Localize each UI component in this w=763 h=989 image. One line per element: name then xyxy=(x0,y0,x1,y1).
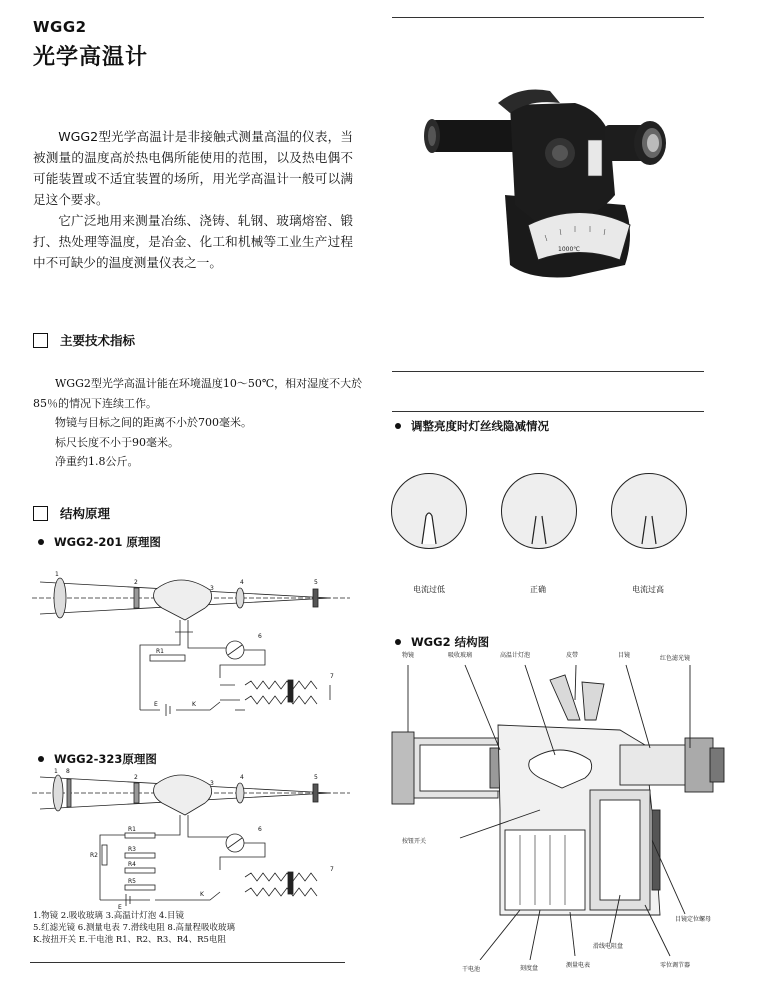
label-3: 3 xyxy=(210,585,214,592)
section-principle-heading: 结构原理 xyxy=(33,504,110,522)
label-k: K xyxy=(192,701,196,708)
diagram-legend xyxy=(33,910,235,946)
label-e: E xyxy=(118,904,122,910)
bullet-icon xyxy=(395,639,401,645)
label-zero-adjust: 零位调节器 xyxy=(660,962,691,969)
intro-text xyxy=(33,126,353,273)
label-r2: R2 xyxy=(90,852,98,859)
divider xyxy=(392,17,704,18)
label-strap: 皮带 xyxy=(566,652,579,659)
label-2: 2 xyxy=(134,579,138,586)
bullet-icon xyxy=(38,756,44,762)
label-1: 1 xyxy=(55,571,59,578)
filament-correct xyxy=(501,473,577,549)
model-code: WGG2 xyxy=(33,18,87,36)
label-3: 3 xyxy=(210,780,214,787)
label-r1: R1 xyxy=(156,648,164,655)
label-lamp: 高温计灯泡 xyxy=(500,652,531,659)
label-1: 1 xyxy=(54,768,58,775)
page-title: 光学高温计 xyxy=(33,45,149,70)
label-r4: R4 xyxy=(128,861,136,868)
intro-paragraph: WGG2型光学高温计是非接触式测量高温的仪表，当被测量的温度高於热电偶所能使用的范围，以及热电偶不可能装置或不适宜装置的场所，用光学高温计一般可以满足这个要求。 xyxy=(33,129,353,207)
label-eyepiece-nut: 目镜定位螺母 xyxy=(675,916,712,923)
checkbox-square-icon xyxy=(33,506,48,521)
caption-low: 电流过低 xyxy=(413,585,445,594)
label-battery: 干电池 xyxy=(462,966,481,973)
divider xyxy=(392,411,704,412)
label-7: 7 xyxy=(330,866,334,873)
label-rheostat-disc: 滑线电阻盘 xyxy=(593,943,624,950)
label-5: 5 xyxy=(314,774,318,781)
divider xyxy=(30,962,345,963)
label-4: 4 xyxy=(240,579,244,586)
label-e: E xyxy=(154,701,158,708)
label-4: 4 xyxy=(240,774,244,781)
structure-title: WGG2 结构图 xyxy=(395,634,489,650)
label-eyepiece: 目镜 xyxy=(618,652,631,659)
spec-item: 标尺长度不小于90毫米。 xyxy=(55,435,179,449)
spec-item: 物镜与目标之间的距离不小於700毫米。 xyxy=(55,416,252,429)
product-photo xyxy=(410,85,710,295)
label-red-filter: 红色滤光镜 xyxy=(660,655,691,662)
filament-high xyxy=(611,473,687,549)
caption-correct: 正确 xyxy=(530,585,546,594)
label-scale-disc: 刻度盘 xyxy=(520,965,539,972)
intro-paragraph: 它广泛地用来测量冶练、浇铸、轧钢、玻璃熔窑、锻打、热处理等温度，是冶金、化工和机械等工业生产过程中不可缺少的温度测量仪表之一。 xyxy=(33,213,353,270)
circuit-diagram-323 xyxy=(30,765,360,910)
spec-item: 净重约1.8公斤。 xyxy=(55,455,139,468)
label-r5: R5 xyxy=(128,878,136,885)
bullet-icon xyxy=(395,423,401,429)
label-r3: R3 xyxy=(128,846,136,853)
label-7: 7 xyxy=(330,673,334,680)
filament-low xyxy=(391,473,467,549)
diagram-323-title: WGG2-323原理图 xyxy=(38,751,157,767)
label-button-switch: 按钮开关 xyxy=(402,838,427,845)
spec-item: WGG2型光学高温计能在环境温度10～50℃，相对湿度不大於85％的情况下连续工作。 xyxy=(33,377,363,410)
legend-line: 1.物镜 2.吸收玻璃 3.高温计灯泡 4.目镜 xyxy=(33,911,185,921)
specs-list xyxy=(33,374,363,472)
legend-line: K.按扭开关 E.干电池 R1、R2、R3、R4、R5电阻 xyxy=(33,935,226,945)
bullet-icon xyxy=(38,539,44,545)
caption-high: 电流过高 xyxy=(632,585,664,594)
label-2: 2 xyxy=(134,774,138,781)
circuit-diagram-201 xyxy=(30,560,360,720)
label-6: 6 xyxy=(258,826,262,833)
label-absorber: 吸收玻璃 xyxy=(448,652,473,659)
diagram-201-title: WGG2-201 原理图 xyxy=(38,534,161,550)
label-k: K xyxy=(200,891,204,898)
label-8: 8 xyxy=(66,768,70,775)
section-specs-heading: 主要技术指标 xyxy=(33,331,135,349)
checkbox-square-icon xyxy=(33,333,48,348)
divider xyxy=(392,371,704,372)
label-5: 5 xyxy=(314,579,318,586)
label-r1: R1 xyxy=(128,826,136,833)
label-objective: 物镜 xyxy=(402,652,415,659)
label-6: 6 xyxy=(258,633,262,640)
legend-line: 5.红滤光镜 6.测量电表 7.滑线电阻 8.高量程吸收玻璃 xyxy=(33,923,236,933)
label-meter: 测量电表 xyxy=(566,962,591,969)
dial-scale: 1000℃ xyxy=(558,246,581,253)
brightness-title: 调整亮度时灯丝线隐减情况 xyxy=(395,418,549,434)
